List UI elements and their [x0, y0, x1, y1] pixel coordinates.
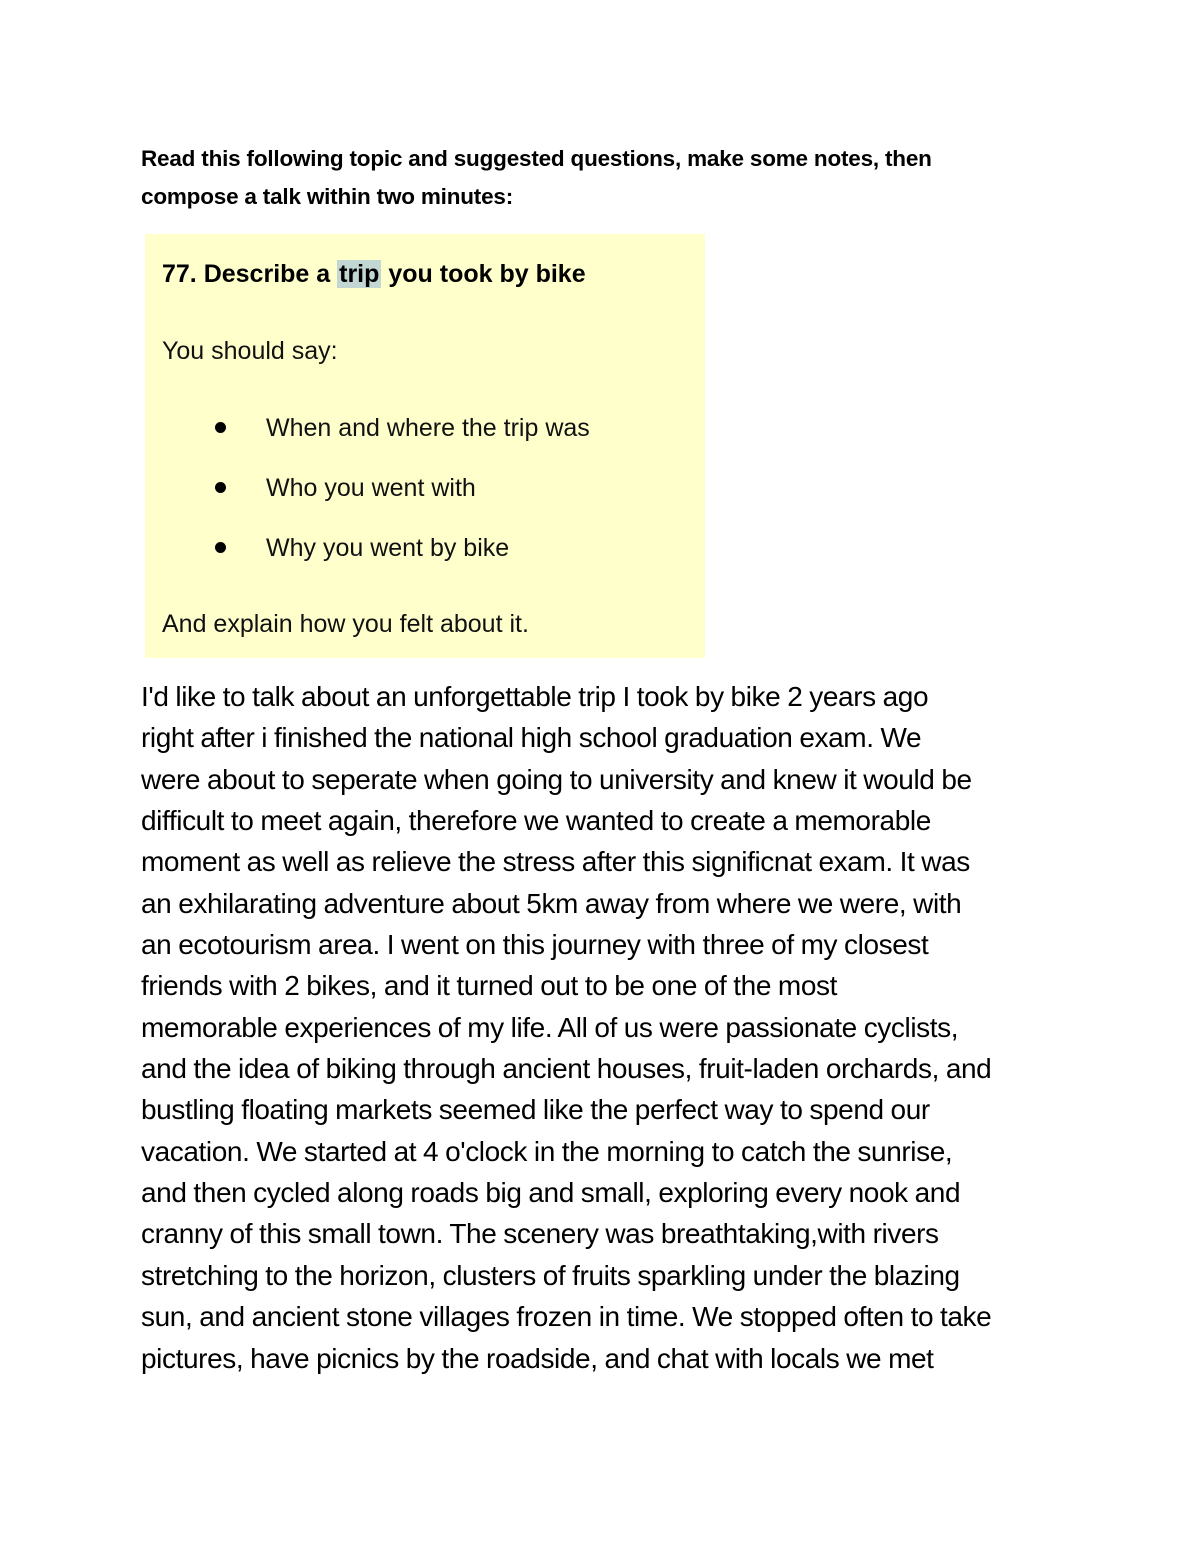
cue-card-title-start: 77. Describe a [162, 260, 338, 288]
answer-line: stretching to the horizon, clusters of fruits sparkling under the blazing [141, 1259, 960, 1291]
answer-line: difficult to meet again, therefore we wanted to create a memorable [141, 805, 931, 837]
bullet-dot-icon [215, 422, 226, 433]
answer-line: and then cycled along roads big and small, exploring every nook and [141, 1177, 961, 1209]
cue-card [145, 234, 705, 658]
answer-line: moment as well as relieve the stress after this significnat exam. It was [141, 846, 970, 878]
bullet-dot-icon [215, 482, 226, 493]
answer-line: an ecotourism area. I went on this journey with three of my closest [141, 929, 929, 961]
cue-card-prompt: You should say: [162, 337, 338, 365]
cue-card-bullet-text: Why you went by bike [266, 534, 510, 562]
answer-line: and the idea of biking through ancient houses, fruit-laden orchards, and [141, 1053, 992, 1085]
cue-card-title-end: you took by bike [381, 260, 586, 288]
instruction-line: Read this following topic and suggested questions, make some notes, then [141, 146, 932, 171]
answer-line: pictures, have picnics by the roadside, and chat with locals we met [141, 1342, 934, 1374]
answer-line: were about to seperate when going to university and knew it would be [141, 763, 972, 795]
cue-card-bullet-text: When and where the trip was [266, 414, 590, 442]
cue-card-title [162, 254, 586, 294]
answer-line: vacation. We started at 4 o'clock in the morning to catch the sunrise, [141, 1135, 953, 1167]
answer-line: memorable experiences of my life. All of us were passionate cyclists, [141, 1011, 959, 1043]
answer-line: friends with 2 bikes, and it turned out to be one of the most [141, 970, 837, 1002]
instruction-line: compose a talk within two minutes: [141, 184, 513, 209]
bullet-dot-icon [215, 542, 226, 553]
answer-paragraph [141, 676, 1071, 1379]
answer-line: sun, and ancient stone villages frozen in time. We stopped often to take [141, 1301, 992, 1333]
cue-card-closing: And explain how you felt about it. [162, 610, 529, 638]
instruction-paragraph [141, 140, 1041, 216]
highlighted-word: trip [339, 260, 380, 288]
answer-line: cranny of this small town. The scenery was breathtaking,with rivers [141, 1218, 939, 1250]
answer-line: bustling floating markets seemed like the perfect way to spend our [141, 1094, 930, 1126]
answer-line: an exhilarating adventure about 5km away from where we were, with [141, 887, 962, 919]
answer-line: right after i finished the national high school graduation exam. We [141, 722, 922, 754]
answer-line: I'd like to talk about an unforgettable trip I took by bike 2 years ago [141, 681, 929, 712]
cue-card-bullet-text: Who you went with [266, 474, 476, 502]
